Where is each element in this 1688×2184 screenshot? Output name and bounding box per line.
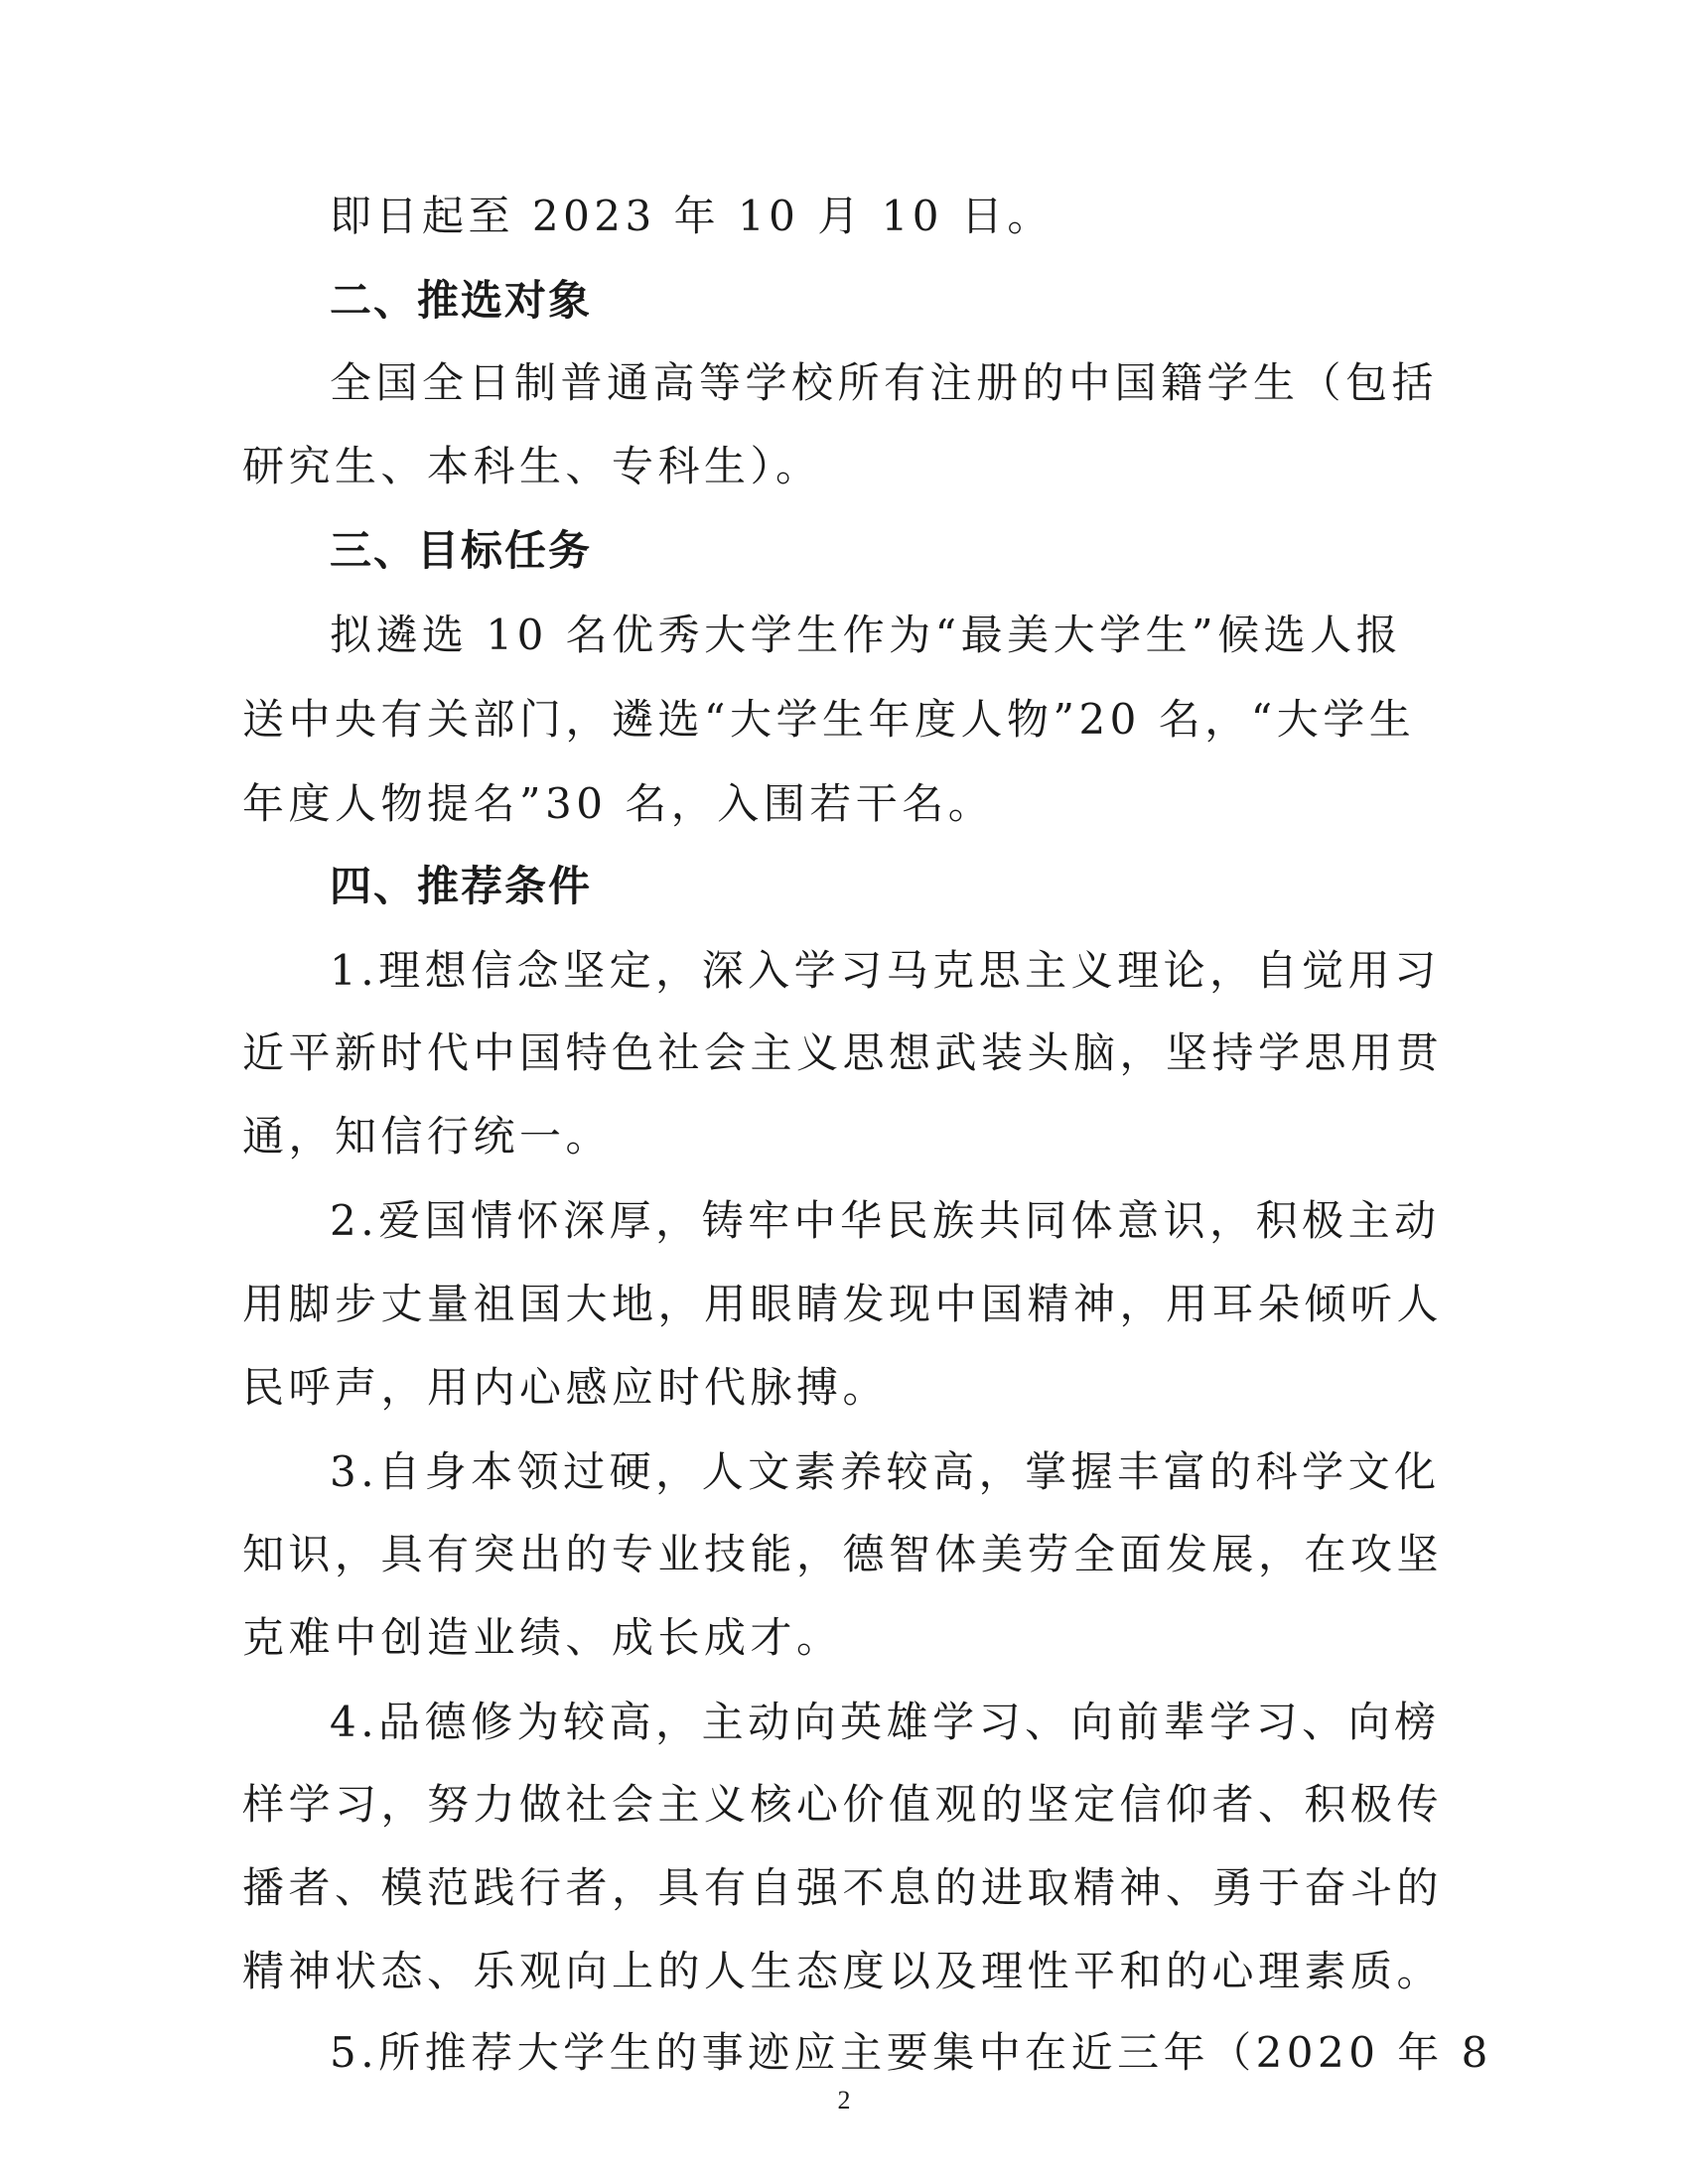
body-text-line: 精神状态、乐观向上的人生态度以及理性平和的心理素质。 xyxy=(242,1947,1444,1995)
body-text-line: 全国全日制普通高等学校所有注册的中国籍学生（包括 xyxy=(330,358,1439,407)
body-text-line: 1.理想信念坚定，深入学习马克思主义理论，自觉用习 xyxy=(330,946,1441,995)
body-text-line: 5.所推荐大学生的事迹应主要集中在近三年（2020 年 8 xyxy=(330,2028,1492,2077)
body-text-line: 克难中创造业绩、成长成才。 xyxy=(242,1613,843,1662)
body-text-line: 送中央有关部门，遴选“大学生年度人物”20 名，“大学生 xyxy=(242,695,1416,744)
body-text-line: 近平新时代中国特色社会主义思想武装头脑，坚持学思用贯 xyxy=(242,1028,1444,1077)
body-text-line: 民呼声，用内心感应时代脉搏。 xyxy=(242,1363,890,1412)
section-heading-4: 四、推荐条件 xyxy=(330,862,593,910)
body-text-line: 研究生、本科生、专科生）。 xyxy=(242,442,822,490)
body-text-line: 3.自身本领过硬，人文素养较高，掌握丰富的科学文化 xyxy=(330,1447,1441,1496)
body-text-line: 年度人物提名”30 名，入围若干名。 xyxy=(242,779,995,828)
body-text-line: 拟遴选 10 名优秀大学生作为“最美大学生”候选人报 xyxy=(330,611,1403,659)
body-text-line: 通，知信行统一。 xyxy=(242,1112,613,1160)
section-heading-3: 三、目标任务 xyxy=(330,526,593,575)
section-heading-2: 二、推选对象 xyxy=(330,276,593,325)
body-text-line: 播者、模范践行者，具有自强不息的进取精神、勇于奋斗的 xyxy=(242,1863,1444,1912)
body-text-line: 即日起至 2023 年 10 月 10 日。 xyxy=(330,192,1054,240)
body-text-line: 知识，具有突出的专业技能，德智体美劳全面发展，在攻坚 xyxy=(242,1530,1444,1578)
body-text-line: 2.爱国情怀深厚，铸牢中华民族共同体意识，积极主动 xyxy=(330,1196,1441,1245)
body-text-line: 样学习，努力做社会主义核心价值观的坚定信仰者、积极传 xyxy=(242,1780,1444,1829)
page-number: 2 xyxy=(837,2086,851,2115)
body-text-line: 用脚步丈量祖国大地，用眼睛发现中国精神，用耳朵倾听人 xyxy=(242,1280,1444,1328)
body-text-line: 4.品德修为较高，主动向英雄学习、向前辈学习、向榜 xyxy=(330,1698,1441,1746)
